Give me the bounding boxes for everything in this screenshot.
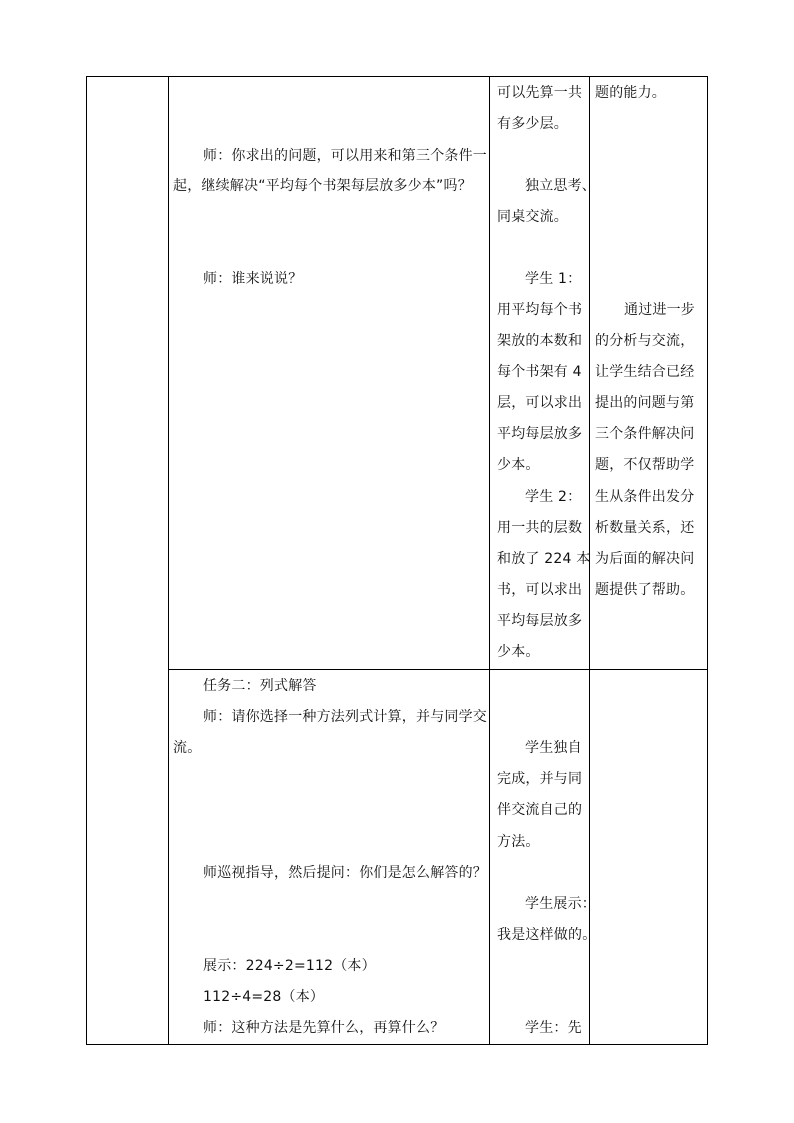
intent-line: 析数量关系，还 [595, 520, 695, 536]
student-line: 学生展示： [525, 896, 596, 912]
student-line: 平均每层放多 [497, 613, 583, 629]
student-line: 完成，并与同 [497, 771, 583, 787]
teacher-line: 师：你求出的问题，可以用来和第三个条件一 [203, 148, 487, 164]
student-line: 学生：先 [525, 1020, 582, 1036]
teacher-line: 流。 [173, 740, 202, 756]
display-equation: 112÷4=28（本） [203, 989, 325, 1005]
student-line: 我是这样做的。 [497, 927, 597, 943]
student-line: 少本。 [497, 457, 540, 473]
student-line: 伴交流自己的 [497, 802, 583, 818]
intent-line: 题的能力。 [595, 85, 666, 101]
column-divider-2 [489, 76, 490, 1045]
display-equation: 展示：224÷2=112（本） [203, 958, 376, 974]
intent-line: 为后面的解决问 [595, 551, 695, 567]
row-divider [168, 669, 708, 670]
intent-line: 通过进一步 [624, 302, 695, 318]
teacher-line: 师：这种方法是先算什么，再算什么？ [203, 1020, 445, 1036]
student-line: 平均每层放多 [497, 426, 583, 442]
student-line: 可以先算一共 [497, 85, 583, 101]
student-line: 每个书架有 4 [497, 364, 582, 380]
student-line: 少本。 [497, 644, 540, 660]
task-heading: 任务二：列式解答 [203, 678, 317, 694]
intent-line: 题，不仅帮助学 [595, 457, 695, 473]
student-line: 架放的本数和 [497, 333, 583, 349]
intent-line: 提出的问题与第 [595, 395, 695, 411]
intent-line: 题提供了帮助。 [595, 582, 695, 598]
intent-line: 的分析与交流， [595, 333, 695, 349]
column-divider-1 [168, 76, 169, 1045]
table-left-border [86, 76, 87, 1045]
teacher-line: 师：请你选择一种方法列式计算，并与同学交 [203, 709, 487, 725]
teacher-line: 起，继续解决“平均每个书架每层放多少本”吗？ [173, 178, 472, 194]
student-line: 书，可以求出 [497, 582, 583, 598]
student-line: 学生 2： [525, 489, 582, 505]
table-right-border [707, 76, 708, 1045]
table-bottom-border [86, 1044, 708, 1045]
intent-line: 让学生结合已经 [595, 364, 695, 380]
student-line: 学生独自 [525, 740, 582, 756]
student-line: 学生 1： [525, 271, 582, 287]
intent-line: 三个条件解决问 [595, 426, 695, 442]
student-line: 方法。 [497, 834, 540, 850]
student-line: 独立思考、 [525, 178, 596, 194]
student-line: 和放了 224 本 [497, 551, 591, 567]
student-line: 层，可以求出 [497, 395, 583, 411]
student-line: 用平均每个书 [497, 302, 583, 318]
student-line: 同桌交流。 [497, 209, 568, 225]
table-top-border [86, 76, 708, 77]
student-line: 有多少层。 [497, 116, 568, 132]
teacher-line: 师巡视指导，然后提问：你们是怎么解答的？ [203, 865, 487, 881]
student-line: 用一共的层数 [497, 520, 583, 536]
teacher-line: 师：谁来说说？ [203, 271, 303, 287]
intent-line: 生从条件出发分 [595, 489, 695, 505]
